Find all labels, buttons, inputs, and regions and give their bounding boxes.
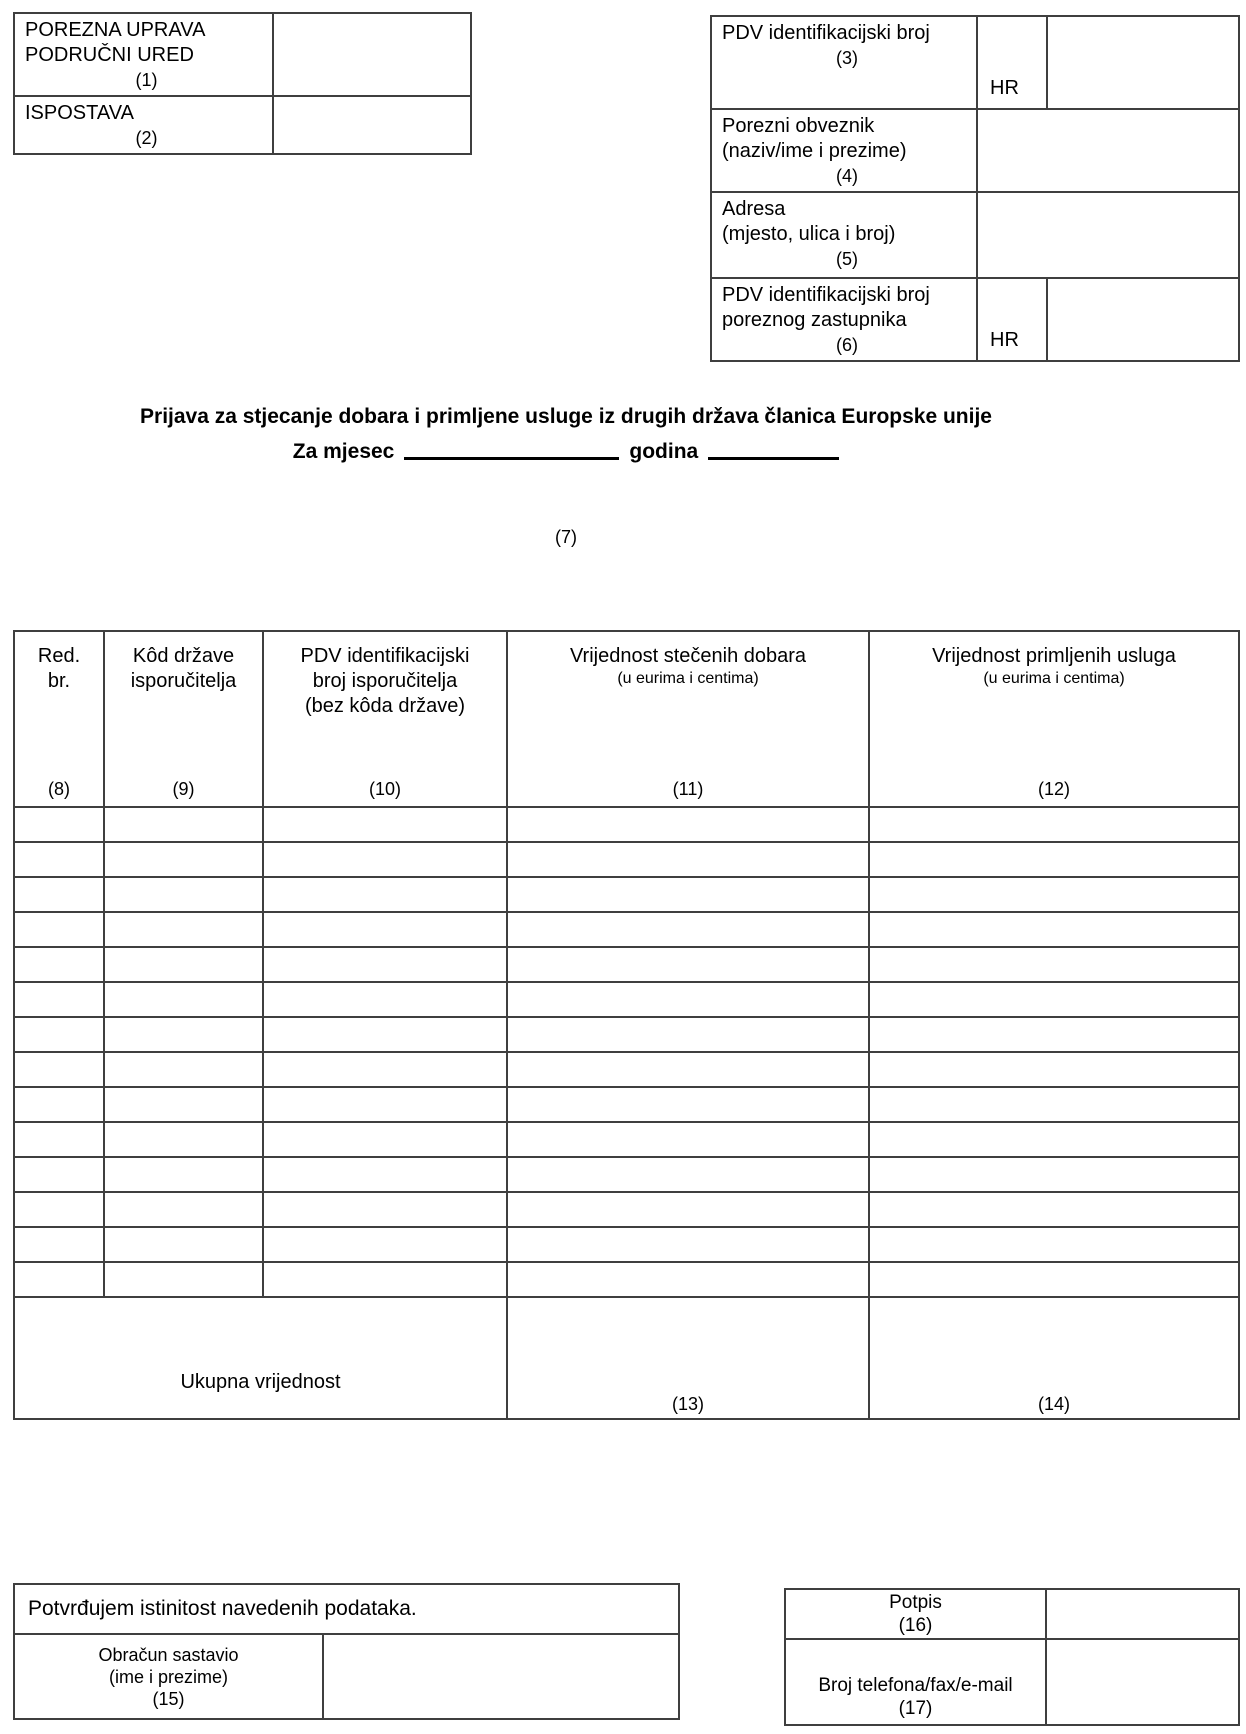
col-header-country-code <box>104 631 263 807</box>
empty-cell <box>507 947 869 982</box>
field-number: (16) <box>898 1615 933 1636</box>
empty-cell <box>263 1227 507 1262</box>
empty-cell <box>104 842 263 877</box>
tax-office-box <box>13 12 472 155</box>
total-label-cell: Ukupna vrijednost <box>14 1297 507 1419</box>
preparer-row <box>14 1634 679 1719</box>
field-label: poreznog zastupnika <box>722 309 907 331</box>
regional-office-label-cell <box>14 13 273 96</box>
empty-cell <box>263 1017 507 1052</box>
month-blank <box>404 439 619 460</box>
tax-office-row <box>14 13 471 96</box>
empty-cell <box>869 1157 1239 1192</box>
field-number: (10) <box>368 779 401 799</box>
field-number: (1) <box>135 70 158 90</box>
address-value-cell <box>977 192 1239 278</box>
empty-cell <box>869 1192 1239 1227</box>
preparer-label-cell <box>14 1634 323 1719</box>
total-goods-cell: (13) <box>507 1297 869 1419</box>
empty-cell <box>14 842 104 877</box>
empty-cell <box>869 912 1239 947</box>
phone-row <box>785 1639 1239 1725</box>
col-header-sublabel: (u eurima i centima) <box>617 670 759 687</box>
col-header-label: Vrijednost primljenih usluga <box>932 645 1176 667</box>
taxpayer-name-value-cell <box>977 109 1239 192</box>
field-number: (8) <box>48 779 70 799</box>
empty-cell <box>263 1192 507 1227</box>
empty-cell <box>104 1192 263 1227</box>
empty-cell <box>104 1157 263 1192</box>
empty-cell <box>263 982 507 1017</box>
declaration-statement: Potvrđujem istinitost navedenih podataka. <box>14 1584 679 1634</box>
form-title: Prijava za stjecanje dobara i primljene usluge iz drugih država članica Europske unije <box>140 405 992 428</box>
empty-cell <box>869 1017 1239 1052</box>
col-header-label: Vrijednost stečenih dobara <box>569 645 807 667</box>
empty-cell <box>14 1017 104 1052</box>
empty-cell <box>869 1087 1239 1122</box>
empty-cell <box>263 842 507 877</box>
signature-value-cell <box>1046 1589 1239 1639</box>
total-row <box>14 1297 1239 1419</box>
empty-cell <box>507 842 869 877</box>
year-blank <box>708 439 839 460</box>
empty-cell <box>507 1227 869 1262</box>
empty-cell <box>14 807 104 842</box>
empty-cell <box>14 1192 104 1227</box>
field-label: Obračun sastavio <box>98 1644 239 1665</box>
branch-office-row <box>14 96 471 154</box>
empty-data-row <box>14 877 1239 912</box>
country-prefix: HR <box>990 329 1019 351</box>
regional-office-value-cell <box>273 13 471 96</box>
empty-cell <box>263 807 507 842</box>
field-number: (4) <box>836 166 858 186</box>
form-title-block <box>0 404 1132 548</box>
empty-cell <box>507 1192 869 1227</box>
empty-data-row <box>14 807 1239 842</box>
col-header-label: (bez kôda države) <box>304 695 466 717</box>
address-row <box>711 192 1239 278</box>
empty-data-row <box>14 982 1239 1017</box>
field-label: Broj telefona/fax/e-mail <box>818 1675 1013 1696</box>
signature-box <box>784 1588 1240 1726</box>
empty-cell <box>507 912 869 947</box>
field-number: (6) <box>836 335 858 355</box>
field-label: (mjesto, ulica i broj) <box>722 223 896 245</box>
acquisitions-table <box>13 630 1240 1420</box>
empty-data-row <box>14 1192 1239 1227</box>
empty-cell <box>263 912 507 947</box>
field-number: (11) <box>672 779 704 799</box>
field-label: (ime i prezime) <box>108 1666 228 1687</box>
empty-cell <box>104 1017 263 1052</box>
col-header-ordinal <box>14 631 104 807</box>
field-label: Adresa <box>722 198 786 220</box>
field-number: (9) <box>172 779 195 799</box>
col-header-services-value <box>869 631 1239 807</box>
taxpayer-name-label-cell <box>711 109 977 192</box>
empty-cell <box>263 1157 507 1192</box>
col-header-label: isporučitelja <box>130 670 237 692</box>
empty-cell <box>507 982 869 1017</box>
empty-data-row <box>14 1087 1239 1122</box>
empty-cell <box>507 1262 869 1297</box>
empty-cell <box>869 807 1239 842</box>
field-label: Potpis <box>889 1592 942 1613</box>
col-header-label: Kôd države <box>132 645 235 667</box>
empty-cell <box>869 1052 1239 1087</box>
field-label: PDV identifikacijski broj <box>722 284 930 306</box>
year-label: godina <box>629 440 699 463</box>
taxpayer-info-box <box>710 15 1240 362</box>
empty-data-row <box>14 1052 1239 1087</box>
empty-cell <box>507 1087 869 1122</box>
empty-cell <box>104 947 263 982</box>
empty-cell <box>14 1052 104 1087</box>
empty-cell <box>104 912 263 947</box>
branch-office-label-cell <box>14 96 273 154</box>
empty-cell <box>14 1262 104 1297</box>
field-label: PODRUČNI URED <box>25 44 194 66</box>
empty-cell <box>869 982 1239 1017</box>
form-period-line <box>0 439 1132 465</box>
tax-representative-row <box>711 278 1239 361</box>
empty-cell <box>104 1122 263 1157</box>
preparer-value-cell <box>323 1634 679 1719</box>
taxpayer-name-row <box>711 109 1239 192</box>
empty-cell <box>104 1227 263 1262</box>
field-number: (12) <box>1037 779 1070 799</box>
empty-cell <box>14 1227 104 1262</box>
empty-cell <box>14 1157 104 1192</box>
tax-representative-label-cell <box>711 278 977 361</box>
signature-label-cell <box>785 1589 1046 1639</box>
field-number: (17) <box>898 1698 933 1719</box>
empty-data-row <box>14 947 1239 982</box>
declaration-box <box>13 1583 680 1720</box>
col-header-label: br. <box>47 670 71 692</box>
empty-data-row <box>14 1262 1239 1297</box>
col-header-label: PDV identifikacijski <box>300 645 470 667</box>
empty-cell <box>507 1122 869 1157</box>
tax-representative-value-cell <box>1047 278 1239 361</box>
col-header-label: broj isporučitelja <box>312 670 458 692</box>
field-number: (5) <box>836 249 858 269</box>
signature-row <box>785 1589 1239 1639</box>
empty-cell <box>263 877 507 912</box>
col-header-supplier-vat-id <box>263 631 507 807</box>
country-prefix-cell <box>977 278 1047 361</box>
col-header-label: Red. <box>37 645 81 667</box>
empty-cell <box>104 877 263 912</box>
empty-cell <box>104 807 263 842</box>
total-services-cell: (14) <box>869 1297 1239 1419</box>
empty-cell <box>869 1122 1239 1157</box>
address-label-cell <box>711 192 977 278</box>
empty-cell <box>507 877 869 912</box>
declaration-statement-row <box>14 1584 679 1634</box>
vat-id-value-cell <box>1047 16 1239 109</box>
branch-office-value-cell <box>273 96 471 154</box>
main-table-body <box>14 807 1239 1297</box>
empty-cell <box>869 1227 1239 1262</box>
field-number: (3) <box>836 48 858 68</box>
field-number: (2) <box>135 128 158 148</box>
empty-cell <box>869 1262 1239 1297</box>
empty-cell <box>104 1262 263 1297</box>
empty-data-row <box>14 1157 1239 1192</box>
empty-cell <box>869 947 1239 982</box>
field-label: (naziv/ime i prezime) <box>722 140 907 162</box>
vat-id-row <box>711 16 1239 109</box>
empty-cell <box>869 877 1239 912</box>
empty-cell <box>104 982 263 1017</box>
empty-data-row <box>14 1227 1239 1262</box>
empty-cell <box>104 1052 263 1087</box>
phone-label-cell <box>785 1639 1046 1725</box>
col-header-sublabel: (u eurima i centima) <box>983 670 1125 687</box>
empty-cell <box>263 1262 507 1297</box>
empty-cell <box>263 947 507 982</box>
empty-cell <box>507 1157 869 1192</box>
empty-data-row <box>14 842 1239 877</box>
col-header-goods-value <box>507 631 869 807</box>
empty-cell <box>869 842 1239 877</box>
empty-cell <box>263 1052 507 1087</box>
empty-cell <box>263 1087 507 1122</box>
month-label: Za mjesec <box>292 440 395 463</box>
vat-id-label-cell <box>711 16 977 109</box>
empty-cell <box>104 1087 263 1122</box>
country-prefix: HR <box>990 77 1019 99</box>
empty-cell <box>14 877 104 912</box>
field-number: (7) <box>555 527 577 547</box>
empty-cell <box>14 982 104 1017</box>
table-header-row <box>14 631 1239 807</box>
empty-cell <box>507 807 869 842</box>
empty-cell <box>14 1122 104 1157</box>
empty-data-row <box>14 1122 1239 1157</box>
empty-data-row <box>14 1017 1239 1052</box>
empty-cell <box>14 1087 104 1122</box>
empty-cell <box>14 947 104 982</box>
field-label: POREZNA UPRAVA <box>25 19 206 41</box>
field-number: (15) <box>152 1688 185 1709</box>
field-label: Porezni obveznik <box>722 115 875 137</box>
empty-cell <box>507 1052 869 1087</box>
field-label: PDV identifikacijski broj <box>722 22 930 44</box>
empty-cell <box>507 1017 869 1052</box>
empty-cell <box>263 1122 507 1157</box>
phone-value-cell <box>1046 1639 1239 1725</box>
empty-data-row <box>14 912 1239 947</box>
country-prefix-cell <box>977 16 1047 109</box>
empty-cell <box>14 912 104 947</box>
field-label: ISPOSTAVA <box>25 102 134 124</box>
